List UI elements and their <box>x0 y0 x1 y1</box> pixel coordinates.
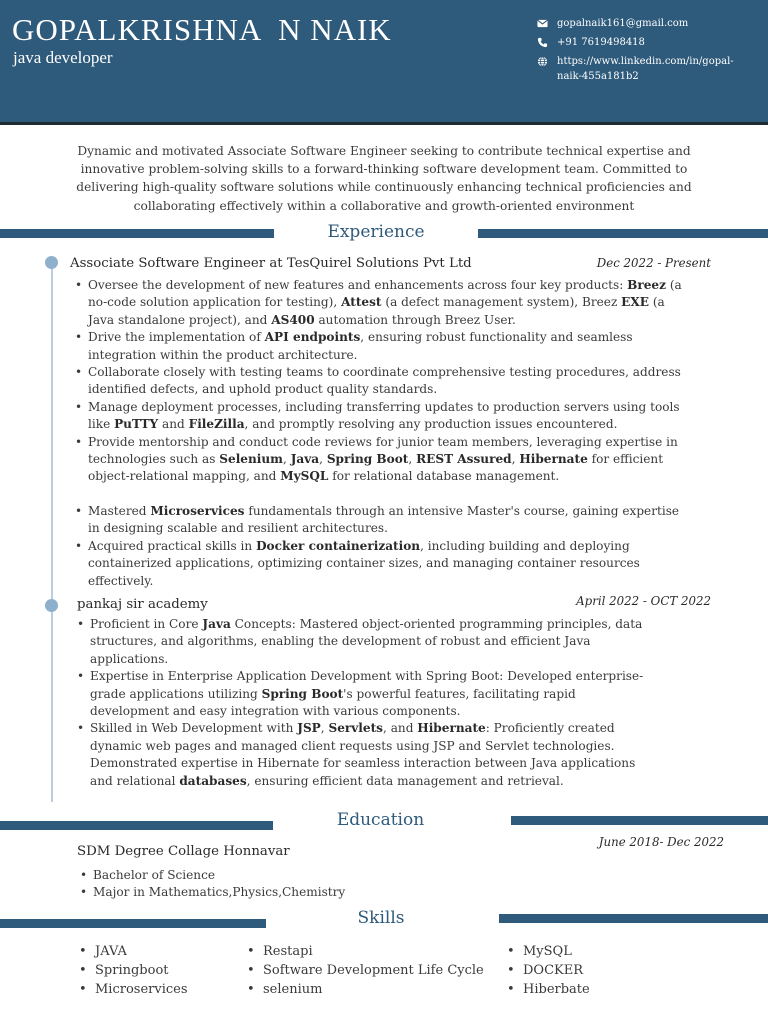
education-item: • Major in Mathematics,Physics,Chemistry <box>79 884 499 901</box>
experience-heading: Experience <box>327 222 425 242</box>
section-bar-right <box>511 816 768 825</box>
linkedin-url-line2: naik-455a181b2 <box>557 71 639 82</box>
job-bullet: • Expertise in Enterprise Application Development with Spring Boot: Developed enterprise-grade applications utilizing Spring Boot's powerful features, facilitating rapid development and easy integration with various components. <box>76 668 656 720</box>
highlight-term: Breez <box>627 278 666 292</box>
highlight-term: Spring Boot <box>261 686 344 701</box>
job-bullet-list <box>76 616 656 790</box>
highlight-term: JSP <box>297 721 321 736</box>
envelope-icon <box>537 18 548 29</box>
job-bullet: • Drive the implementation of API endpoints, ensuring robust functionality and seamless integration within the product architecture. <box>74 329 686 364</box>
job-title: Associate Software Engineer at TesQuirel Solutions Pvt Ltd <box>70 256 472 271</box>
globe-icon <box>537 56 548 67</box>
job-bullet: • Skilled in Web Development with JSP, Servlets, and Hibernate: Proficiently created dynamic web pages and managed client requests using JSP and Servlet technologies. Demonstrated expertise in Hibernate for seamless interaction between Java applications and relational databases, ensuring efficient data management and retrieval. <box>76 720 656 790</box>
highlight-term: Hibernate <box>417 721 486 736</box>
profile-summary: Dynamic and motivated Associate Software Engineer seeking to contribute technical expertise and innovative problem-solving skills to a forward-thinking software development team. Committed to delivering high-quality software solutions while continuously enhancing technical proficiencies and collaborating effectively within a collaborative and growth-oriented environment <box>76 144 692 213</box>
job-bullet-list <box>74 277 686 590</box>
phone-icon <box>537 37 548 48</box>
job-date: Dec 2022 - Present <box>596 256 711 270</box>
timeline-line <box>51 262 53 802</box>
contact-block <box>537 16 762 88</box>
email-text: gopalnaik161@gmail.com <box>557 18 689 29</box>
candidate-role: java developer <box>13 48 113 67</box>
resume-header <box>0 0 768 122</box>
skill-item: • Software Development Life Cycle <box>247 961 484 980</box>
highlight-term: Selenium <box>219 452 283 467</box>
highlight-term: Java <box>202 617 231 631</box>
linkedin-url-line1: https://www.linkedin.com/in/gopal- <box>557 56 734 67</box>
job-bullet: • Mastered Microservices fundamentals through an intensive Master's course, gaining expertise in designing scalable and resilient architectures. <box>74 503 686 538</box>
highlight-term: Microservices <box>150 503 245 518</box>
section-bar-left <box>0 229 274 238</box>
school-name: SDM Degree Collage Honnavar <box>77 844 290 859</box>
highlight-term: Spring Boot <box>326 452 409 467</box>
job-bullet: • Oversee the development of new features and enhancements across four key products: Breez (a no-code solution application for testing), Attest (a defect management system), Breez EXE (a Java standalone project), and AS400 automation through Breez User. <box>74 277 686 329</box>
job-bullet: • Collaborate closely with testing teams to coordinate comprehensive testing procedures, address identified defects, and uphold product quality standards. <box>74 364 686 399</box>
highlight-term: Docker containerization <box>256 538 421 553</box>
highlight-term: FileZilla <box>188 417 245 432</box>
highlight-term: Servlets <box>328 721 383 736</box>
highlight-term: REST Assured <box>416 452 512 467</box>
skill-item: • Springboot <box>79 961 188 980</box>
highlight-term: API endpoints <box>264 330 361 345</box>
timeline-dot <box>45 599 58 612</box>
skills-column <box>79 942 188 999</box>
skill-item: • Restapi <box>247 942 484 961</box>
education-heading: Education <box>336 810 425 830</box>
email-row[interactable] <box>537 16 762 31</box>
skills-column <box>507 942 590 999</box>
linkedin-row[interactable] <box>537 54 762 84</box>
job-date: April 2022 - OCT 2022 <box>576 594 711 608</box>
skill-item: • Hiberbate <box>507 980 590 999</box>
highlight-term: Java <box>290 452 320 467</box>
skill-item: • DOCKER <box>507 961 590 980</box>
job-bullet: • Acquired practical skills in Docker containerization, including building and deploying containerized applications, optimizing container sizes, and managing container resources effectively. <box>74 538 686 590</box>
education-date: June 2018- Dec 2022 <box>598 835 724 849</box>
skill-item: • JAVA <box>79 942 188 961</box>
header-divider <box>0 122 768 125</box>
candidate-name: GOPALKRISHNA N NAIK <box>12 12 392 47</box>
skill-item: • Microservices <box>79 980 188 999</box>
highlight-term: databases <box>179 773 247 788</box>
timeline-dot <box>45 256 58 269</box>
highlight-term: MySQL <box>280 469 329 484</box>
job-bullet: • Manage deployment processes, including transferring updates to production servers using tools like PuTTY and FileZilla, and promptly resolving any production issues encountered. <box>74 399 686 434</box>
skills-heading: Skills <box>357 908 405 928</box>
skill-item: • selenium <box>247 980 484 999</box>
highlight-term: PuTTY <box>114 417 159 432</box>
section-bar-right <box>478 229 768 238</box>
job-bullet: • Proficient in Core Java Concepts: Mastered object-oriented programming principles, data structures, and algorithms, enabling the development of robust and efficient Java applications. <box>76 616 656 668</box>
phone-text: +91 7619498418 <box>557 37 645 48</box>
section-bar-left <box>0 919 266 928</box>
highlight-term: AS400 <box>271 312 315 327</box>
section-bar-left <box>0 821 273 830</box>
phone-row[interactable] <box>537 35 762 50</box>
skill-item: • MySQL <box>507 942 590 961</box>
job-bullet: • Provide mentorship and conduct code reviews for junior team members, leveraging expertise in technologies such as Selenium, Java, Spring Boot, REST Assured, Hibernate for efficient object-relational mapping, and MySQL for relational database management. <box>74 434 686 486</box>
education-item: • Bachelor of Science <box>79 867 499 884</box>
highlight-term: Attest <box>341 295 382 310</box>
education-list <box>79 867 499 902</box>
skills-column <box>247 942 484 999</box>
section-bar-right <box>499 914 768 923</box>
highlight-term: Hibernate <box>519 452 588 467</box>
highlight-term: EXE <box>621 295 649 310</box>
job-title: pankaj sir academy <box>77 597 208 612</box>
